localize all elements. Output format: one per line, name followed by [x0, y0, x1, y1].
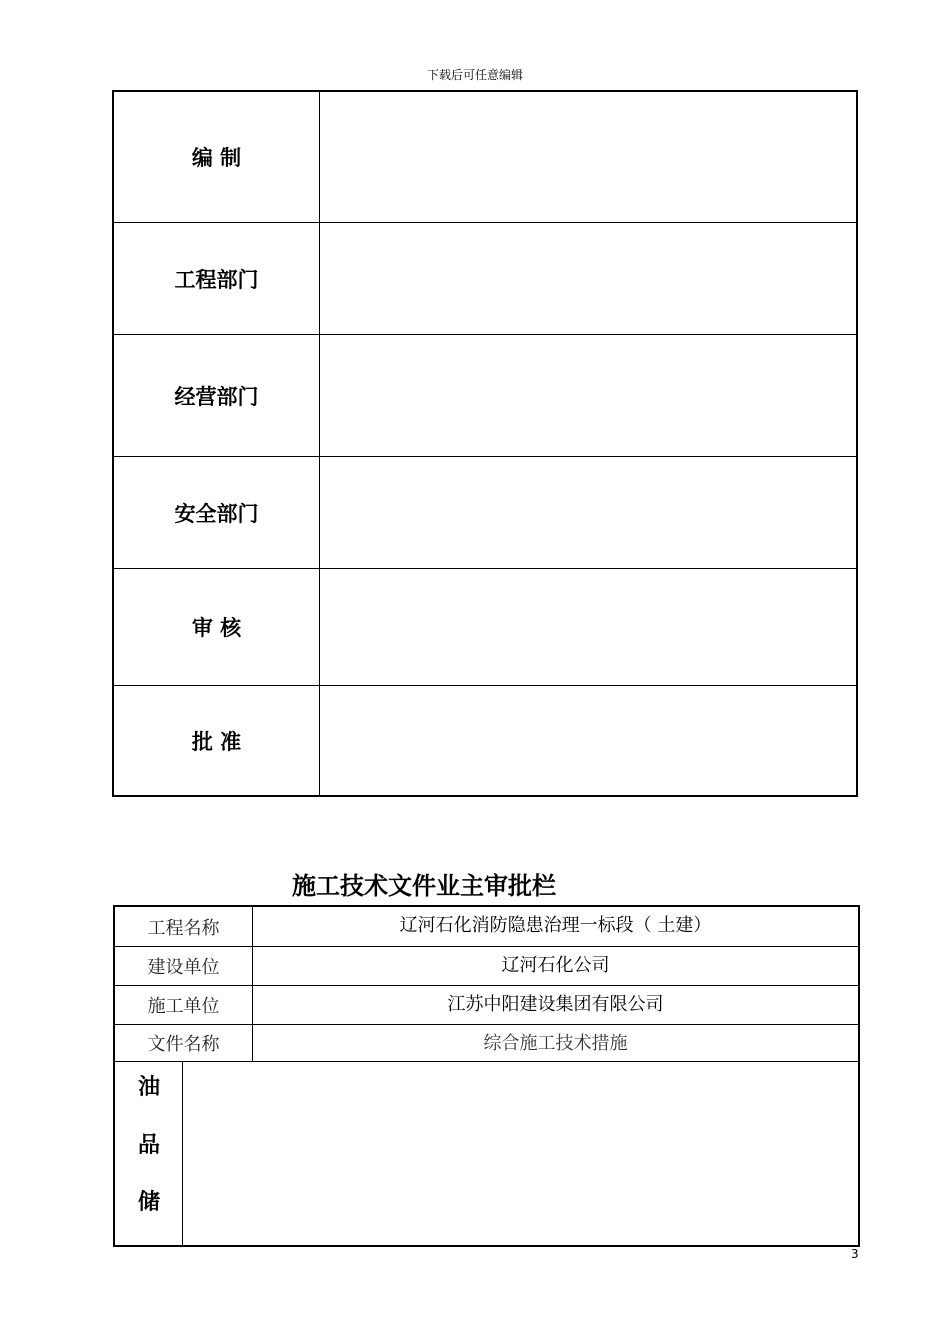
row-label: 建设单位: [115, 947, 253, 985]
vertical-label-char: 品: [137, 1133, 160, 1158]
row-label: 文件名称: [115, 1025, 253, 1061]
page-header-note: 下载后可任意编辑: [426, 68, 523, 82]
approval-table: [113, 905, 860, 1247]
table-row: [114, 456, 856, 568]
vertical-label-char: 储: [137, 1190, 160, 1215]
document-name-value: 综合施工技术措施: [483, 1033, 628, 1054]
signature-field-business[interactable]: [320, 335, 856, 456]
row-label: 审 核: [114, 569, 320, 685]
row-label: 经营部门: [114, 335, 320, 456]
row-label: 施工单位: [115, 986, 253, 1024]
vertical-label-char: 油: [137, 1075, 160, 1100]
table-row: [114, 568, 856, 685]
owner-unit-value: 辽河石化公司: [501, 955, 610, 976]
section-title: 施工技术文件业主审批栏: [292, 872, 556, 900]
page-number: 3: [851, 1247, 859, 1261]
table-row: [115, 907, 858, 946]
project-name-value: 辽河石化消防隐患治理一标段（ 土建）: [399, 915, 712, 936]
signature-field-safety[interactable]: [320, 457, 856, 568]
table-row: [114, 222, 856, 334]
table-row: [114, 92, 856, 222]
table-row: [115, 1024, 858, 1061]
signature-field-approve[interactable]: [320, 686, 856, 795]
row-label: 编 制: [114, 92, 320, 222]
approval-opinion-row: [115, 1061, 858, 1245]
vertical-label: [115, 1062, 183, 1245]
signature-field-review[interactable]: [320, 569, 856, 685]
row-label: 工程名称: [115, 907, 253, 946]
row-label: 批 准: [114, 686, 320, 795]
signature-table: [112, 90, 858, 797]
signature-field-engineering[interactable]: [320, 223, 856, 334]
row-label: 安全部门: [114, 457, 320, 568]
row-label: 工程部门: [114, 223, 320, 334]
signature-field-compile[interactable]: [320, 92, 856, 222]
table-row: [115, 985, 858, 1024]
table-row: [114, 334, 856, 456]
contractor-value: 江苏中阳建设集团有限公司: [447, 994, 664, 1015]
table-row: [115, 946, 858, 985]
table-row: [114, 685, 856, 795]
